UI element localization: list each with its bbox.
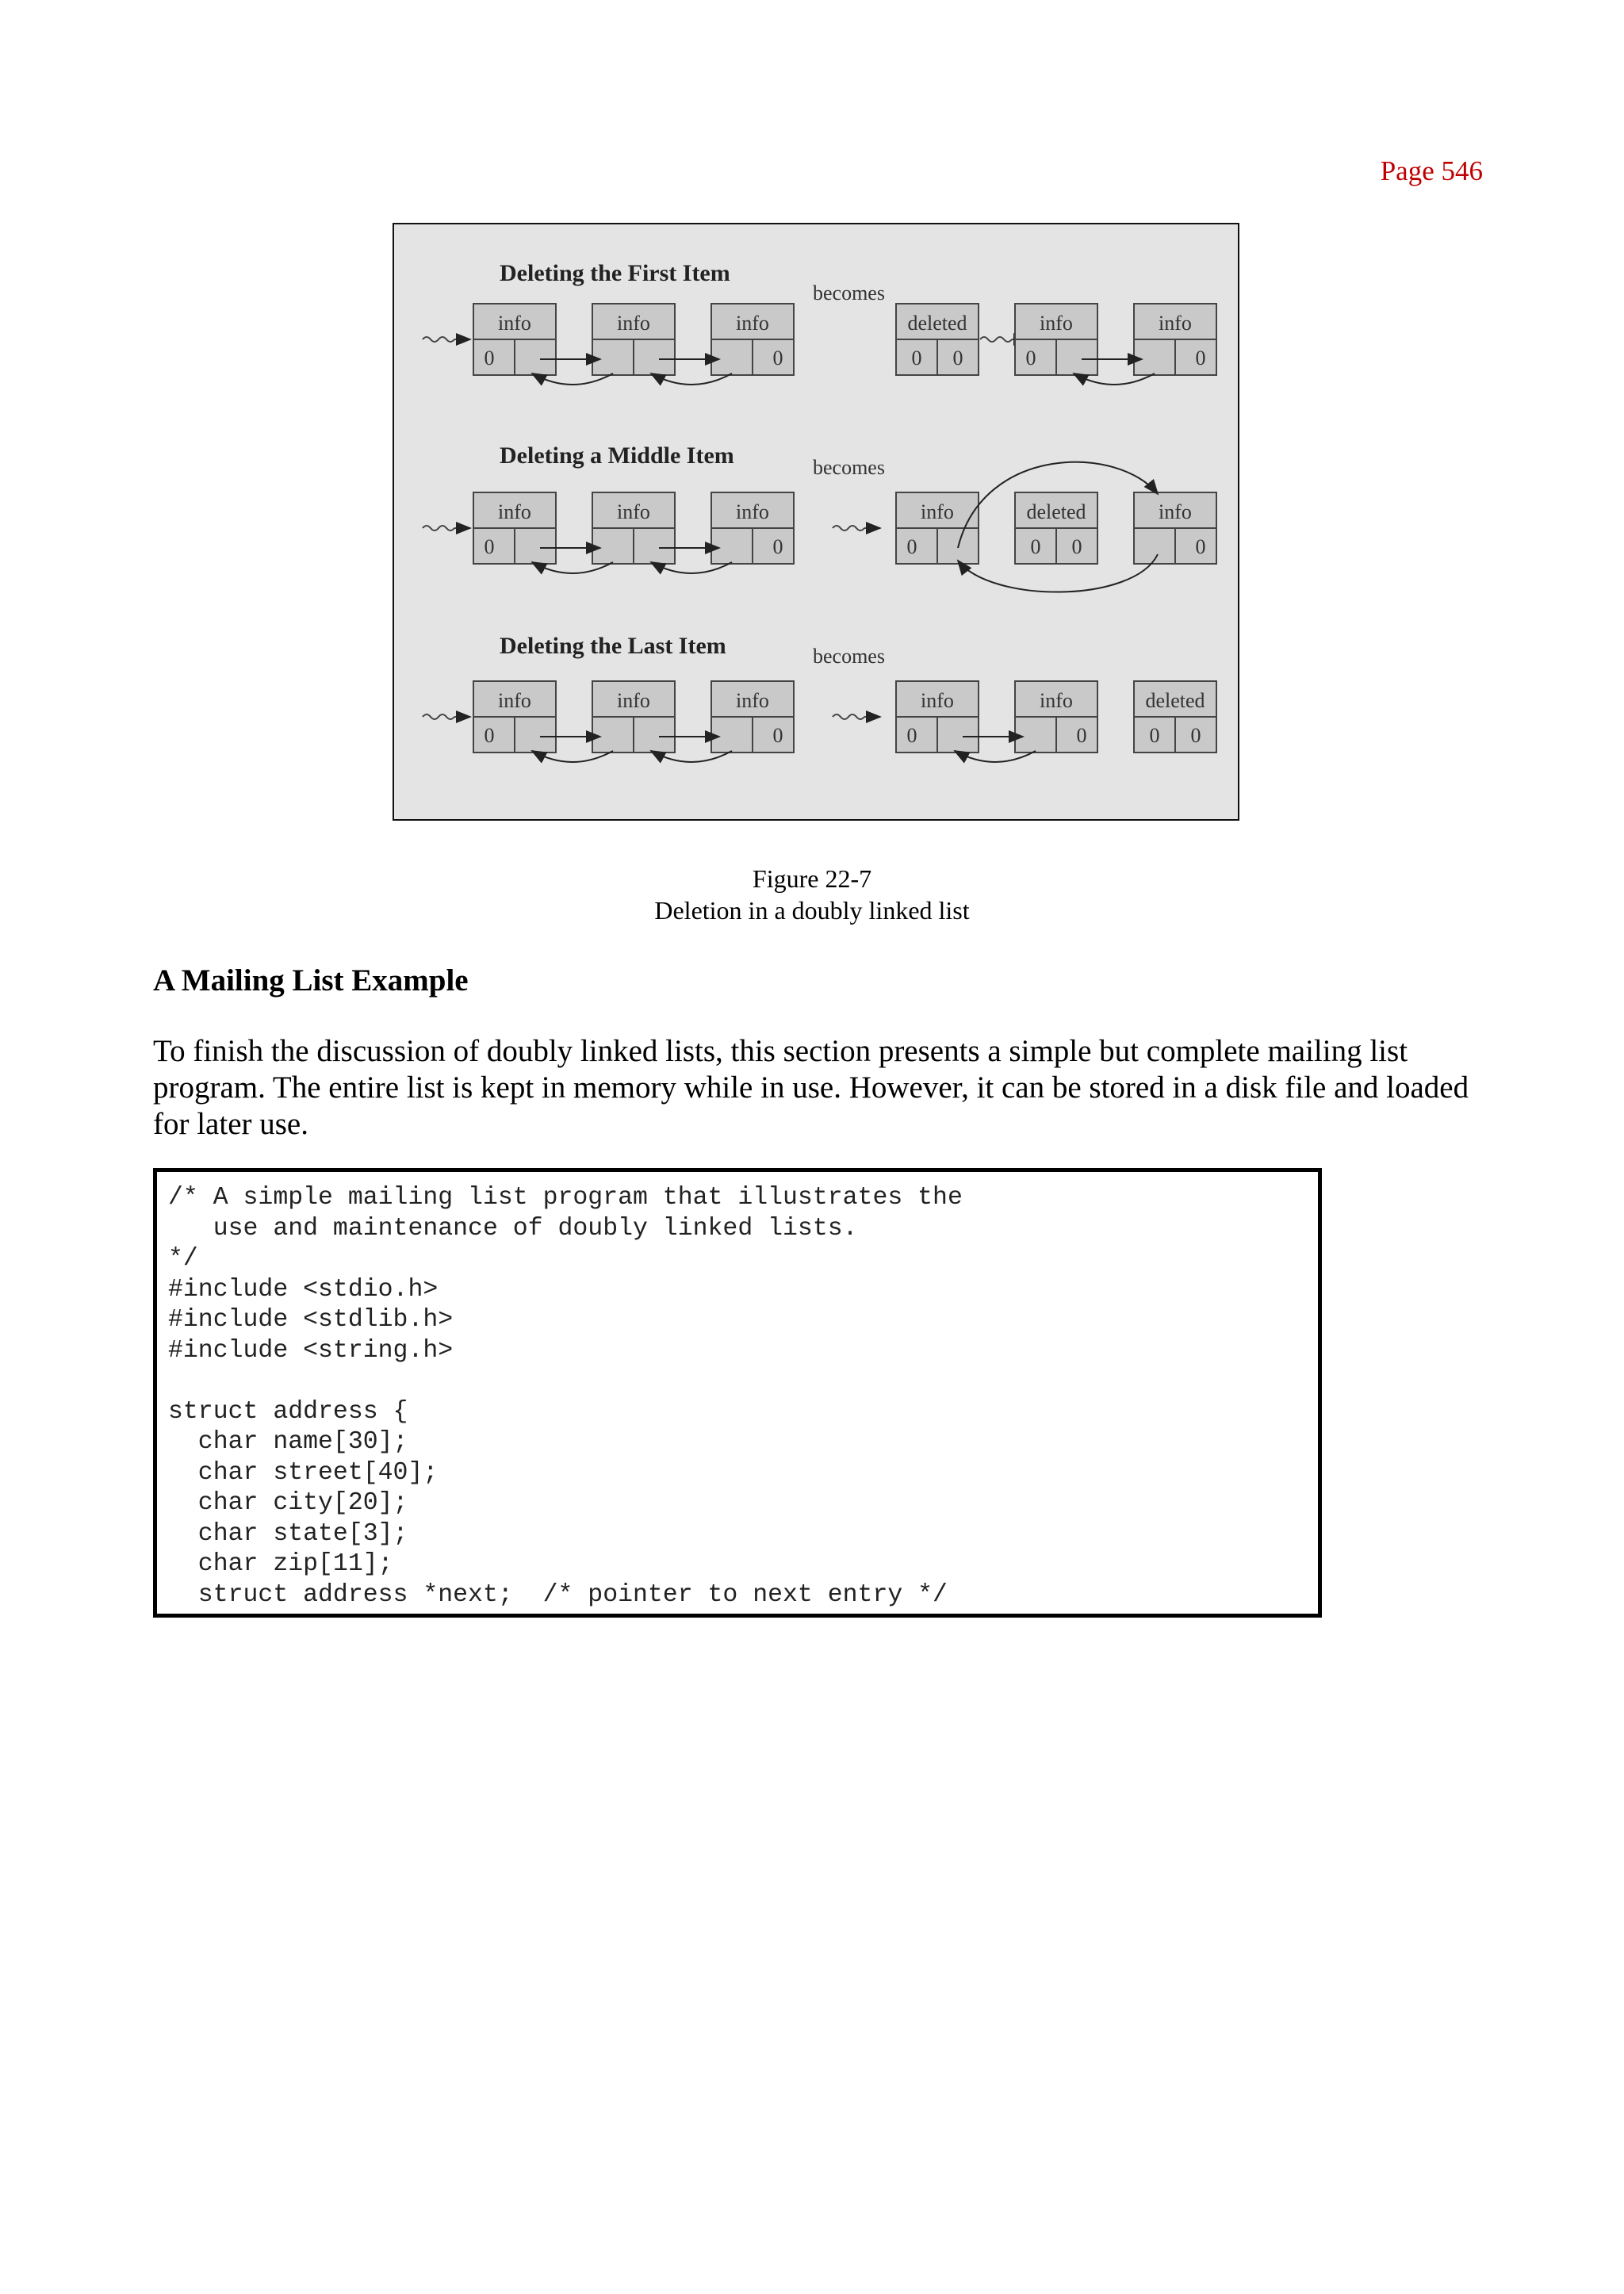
node-info-label: deleted bbox=[1145, 689, 1205, 712]
node-info-label: info bbox=[736, 500, 769, 523]
null-pointer-label: 0 bbox=[1030, 535, 1041, 558]
code-listing-box bbox=[153, 1168, 1322, 1618]
node-info-label: info bbox=[617, 689, 650, 712]
deleted-node bbox=[1134, 681, 1216, 753]
node-info-label: info bbox=[921, 689, 954, 712]
node-info-label: info bbox=[736, 312, 769, 335]
node-info-label: info bbox=[1159, 500, 1192, 523]
node-info-label: info bbox=[617, 312, 650, 335]
null-pointer-label: 0 bbox=[1149, 724, 1160, 747]
node-info-label: info bbox=[921, 500, 954, 523]
deleted-node bbox=[1015, 492, 1097, 564]
becomes-label: becomes bbox=[813, 645, 885, 668]
null-pointer-label: 0 bbox=[1025, 347, 1036, 370]
deleted-node bbox=[896, 304, 979, 375]
null-pointer-label: 0 bbox=[906, 724, 917, 747]
row-title: Deleting a Middle Item bbox=[500, 442, 734, 469]
node-info-label: info bbox=[498, 312, 531, 335]
node-info-label: info bbox=[1040, 312, 1073, 335]
node-info-label: info bbox=[617, 500, 650, 523]
figure-caption-text: Deletion in a doubly linked list bbox=[654, 896, 970, 925]
node-info-label: deleted bbox=[907, 312, 967, 335]
section-paragraph: To finish the discussion of doubly linked lists, this section presents a simple but complete mailing list program. The entire list is kept in memory while in use. However, it can be stored in a disk file and loaded for later use. bbox=[153, 1034, 1469, 1141]
figure-caption-number: Figure 22-7 bbox=[752, 864, 872, 893]
null-pointer-label: 0 bbox=[1071, 535, 1082, 558]
null-pointer-label: 0 bbox=[484, 347, 495, 370]
node-info-label: info bbox=[498, 500, 531, 523]
null-pointer-label: 0 bbox=[1195, 535, 1206, 558]
node-info-label: info bbox=[1159, 312, 1192, 335]
null-pointer-label: 0 bbox=[484, 535, 495, 558]
node-info-label: deleted bbox=[1026, 500, 1086, 523]
null-pointer-label: 0 bbox=[1076, 724, 1087, 747]
node-info-label: info bbox=[1040, 689, 1073, 712]
null-pointer-label: 0 bbox=[484, 724, 495, 747]
becomes-label: becomes bbox=[813, 281, 885, 304]
node-info-label: info bbox=[498, 689, 531, 712]
page-number: Page 546 bbox=[1380, 155, 1483, 186]
code-listing: /* A simple mailing list program that illustrates the use and maintenance of doubly linked lists. */ #include <stdio.h> #include <stdlib.h> #include <string.h> struct address { char name[30]; char street[40]; char city[20]; char state[3]; char zip[11]; struct address *next; /* pointer to next entry */ bbox=[168, 1184, 963, 1609]
row-title: Deleting the Last Item bbox=[500, 633, 726, 659]
list-node bbox=[592, 681, 675, 753]
null-pointer-label: 0 bbox=[1190, 724, 1201, 747]
doubly-linked-list-deletion-figure bbox=[393, 223, 1239, 821]
node-info-label: info bbox=[736, 689, 769, 712]
null-pointer-label: 0 bbox=[772, 535, 783, 558]
null-pointer-label: 0 bbox=[772, 724, 783, 747]
row-title: Deleting the First Item bbox=[500, 260, 730, 286]
null-pointer-label: 0 bbox=[1195, 347, 1206, 370]
null-pointer-label: 0 bbox=[952, 347, 963, 370]
becomes-label: becomes bbox=[813, 456, 885, 479]
null-pointer-label: 0 bbox=[906, 535, 917, 558]
list-node bbox=[592, 304, 675, 375]
list-node bbox=[592, 492, 675, 564]
null-pointer-label: 0 bbox=[772, 347, 783, 370]
section-heading: A Mailing List Example bbox=[153, 963, 469, 998]
figure-diagram bbox=[393, 223, 1239, 821]
null-pointer-label: 0 bbox=[911, 347, 922, 370]
